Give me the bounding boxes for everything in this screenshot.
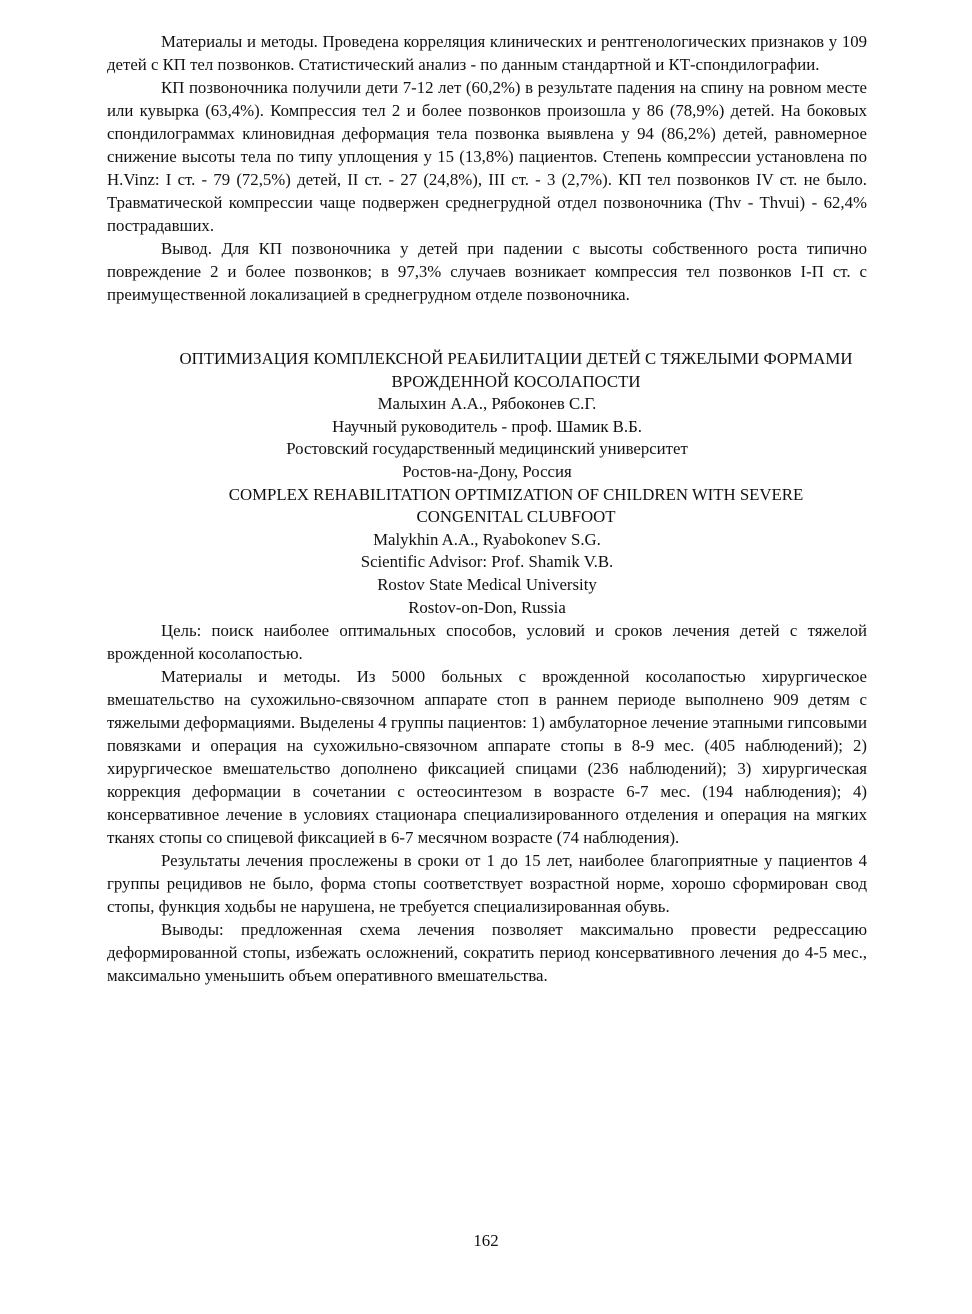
page-content <box>107 30 867 987</box>
methods-paragraph: Материалы и методы. Из 5000 больных с врожденной косолапостью хирургическое вмешательство на сухожильно-связочном аппарате стоп в раннем периоде выполнено 909 детям с тяжелыми деформациями. Выделены 4 группы пациентов: 1) амбулаторное лечение этапными гипсовыми повязками и операция на сухожильно-связочном аппарате стопы в 8-9 мес. (405 наблюдений); 2) хирургическое вмешательство дополнено фиксацией спицами (236 наблюдений); 3) хирургическая коррекция деформации в сочетании с остеосинтезом в возрасте 6-7 мес. (194 наблюдения); 4) консервативное лечение в условиях стационара специализированного отделения и операция на мягких тканях стопы со спицевой фиксацией в 6-7 месячном возрасте (74 наблюдения). <box>107 667 867 848</box>
university-en: Rostov State Medical University <box>377 574 597 594</box>
conclusions-paragraph: Выводы: предложенная схема лечения позволяет максимально провести редрессацию деформированной стопы, избежать осложнений, сократить период консервативного лечения до 4-5 мес., максимально уменьшить объем оперативного вмешательства. <box>107 920 867 986</box>
page-number: 162 <box>473 1231 499 1250</box>
article-header <box>107 348 867 619</box>
article-title-en: COMPLEX REHABILITATION OPTIMIZATION OF CHILDREN WITH SEVERE CONGENITAL CLUBFOOT <box>228 484 804 527</box>
prev-methods-paragraph: Материалы и методы. Проведена корреляция клинических и рентгенологических признаков у 109 детей с КП тел позвонков. Статистический анализ - по данным стандартной и КТ-спондилографии. <box>107 32 867 74</box>
aim-paragraph: Цель: поиск наиболее оптимальных способов, условий и сроков лечения детей с тяжелой врожденной косолапостью. <box>107 621 867 664</box>
authors-en: Malykhin A.A., Ryabokonev S.G. <box>373 529 601 549</box>
university-ru: Ростовский государственный медицинский университет <box>286 439 688 459</box>
results-paragraph: Результаты лечения прослежены в сроки от 1 до 15 лет, наиболее благоприятные у пациентов 4 группы рецидивов не было, форма стопы соответствует возрастной норме, хорошо сформирован свод стопы, функция ходьбы не нарушена, не требуется специализированная обувь. <box>107 851 867 917</box>
article-title-ru: ОПТИМИЗАЦИЯ КОМПЛЕКСНОЙ РЕАБИЛИТАЦИИ ДЕТЕЙ С ТЯЖЕЛЫМИ ФОРМАМИ ВРОЖДЕННОЙ КОСОЛАПОСТИ <box>179 349 853 391</box>
city-en: Rostov-on-Don, Russia <box>408 597 566 617</box>
authors-ru: Малыхин А.А., Рябоконев С.Г. <box>377 394 597 414</box>
city-ru: Ростов-на-Дону, Россия <box>402 461 572 481</box>
advisor-en: Scientific Advisor: Prof. Shamik V.B. <box>360 552 614 572</box>
prev-conclusion-paragraph: Вывод. Для КП позвоночника у детей при падении с высоты собственного роста типично повреждение 2 и более позвонков; в 97,3% случаев возникает компрессия тел позвонков I-П ст. с преимущественной локализацией в среднегрудном отделе позвоночника. <box>107 239 867 304</box>
advisor-ru: Научный руководитель - проф. Шамик В.Б. <box>332 416 642 436</box>
prev-results-paragraph: КП позвоночника получили дети 7-12 лет (60,2%) в результате падения на спину на ровном месте или кувырка (63,4%). Компрессия тел 2 и более позвонков произошла у 86 (78,9%) детей. На боковых спондилограммах клиновидная деформация тела позвонка выявлена у 94 (86,2%) детей, равномерное снижение высоты тела по типу уплощения у 15 (13,8%) пациентов. Степень компрессии установлена по H.Vinz: I ст. - 79 (72,5%) детей, II ст. - 27 (24,8%), III ст. - 3 (2,7%). КП тел позвонков IV ст. не было. Травматической компрессии чаще подвержен среднегрудной отдел позвоночника (Thv - Thvui) - 62,4% пострадавших. <box>107 78 867 235</box>
